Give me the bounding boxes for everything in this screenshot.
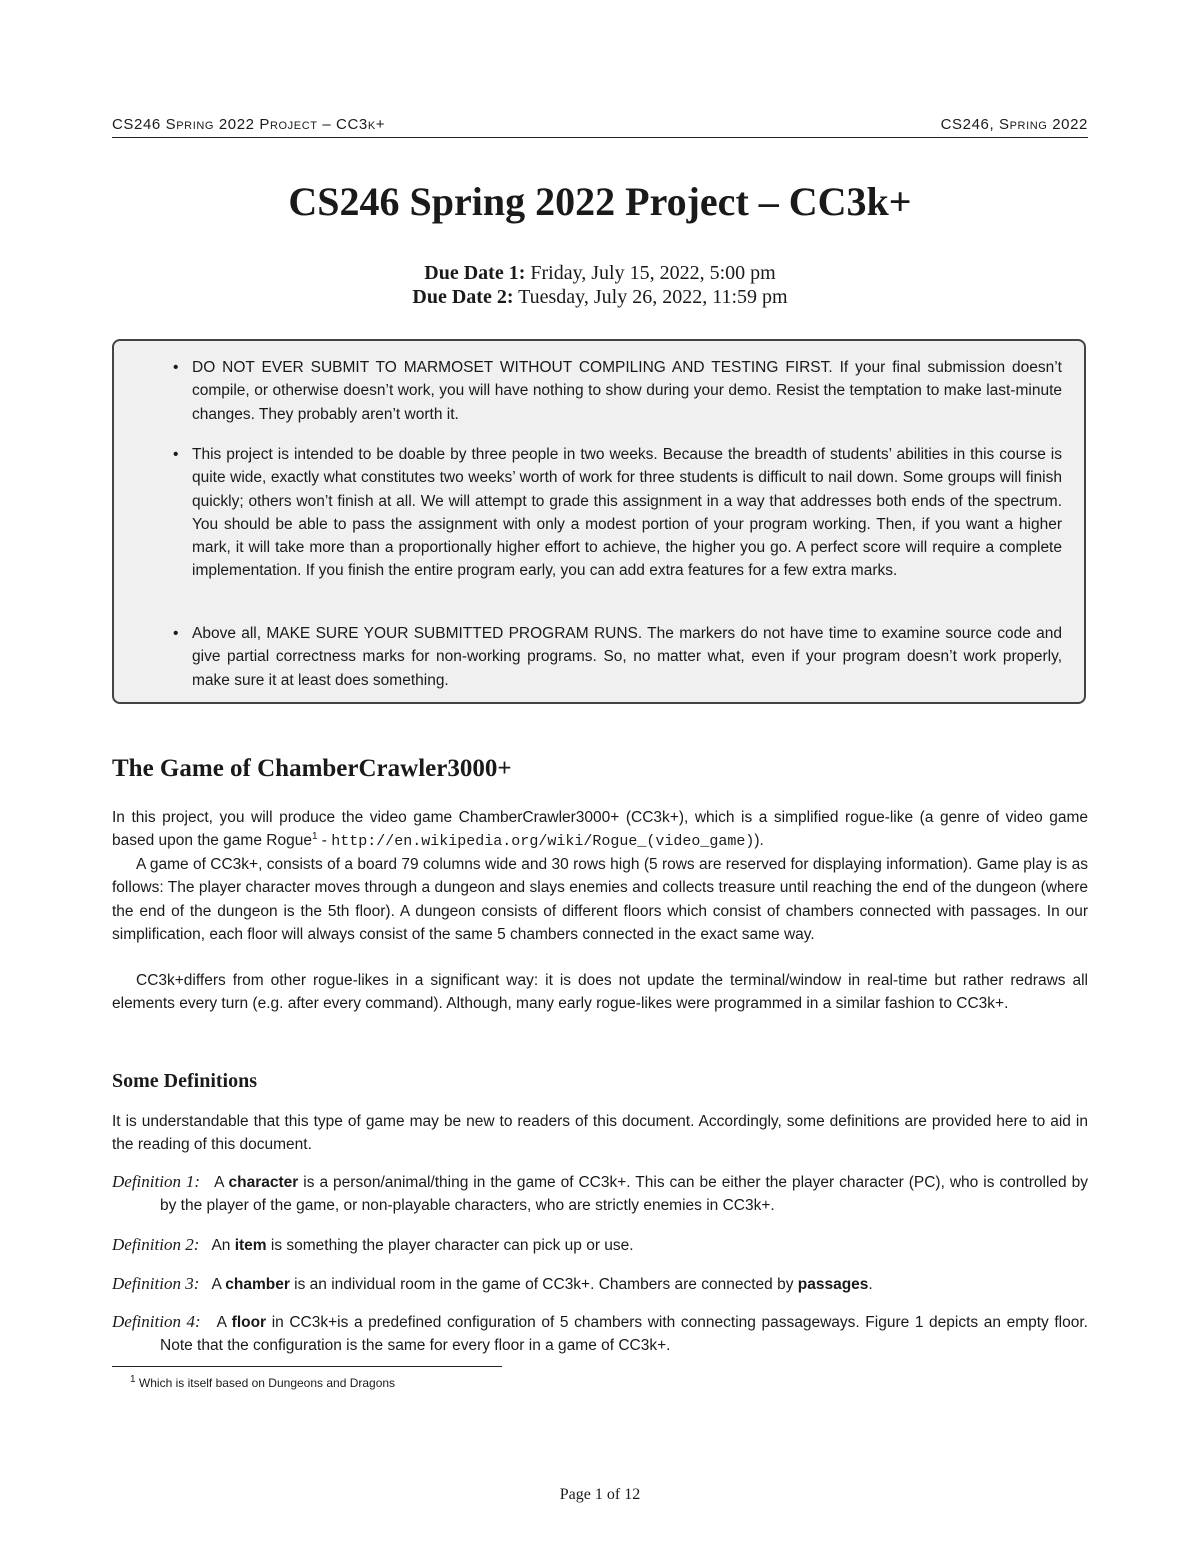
- definition-text: A: [211, 1276, 226, 1293]
- notice-item: [173, 443, 1062, 583]
- notice-box: [112, 339, 1086, 704]
- definition-text: A: [214, 1174, 229, 1191]
- definition-text: is an individual room in the game of CC3k+. Chambers are connected by: [289, 1276, 798, 1293]
- footnote: [130, 1376, 395, 1390]
- definition-text: is a person/animal/thing in the game of CC3k+. This can be either the player character (PC), who is controlled by by the player of the game, or non-playable characters, who are strictly enemies in CC3k+.: [160, 1174, 1088, 1215]
- running-header-left: CS246 Spring 2022 Project – CC3k+: [112, 116, 386, 133]
- footnote-text: Which is itself based on Dungeons and Dragons: [138, 1376, 396, 1390]
- header-rule: [112, 137, 1088, 138]
- definition-text: An: [211, 1237, 235, 1254]
- document-title: CS246 Spring 2022 Project – CC3k+: [288, 179, 912, 224]
- notice-item: [173, 622, 1062, 692]
- intro-dash: -: [317, 832, 332, 850]
- due-date-2-value: Tuesday, July 26, 2022, 11:59 pm: [518, 286, 788, 308]
- due-date-2-label: Due Date 2:: [412, 286, 514, 308]
- board-paragraph: A game of CC3k+, consists of a board 79 columns wide and 30 rows high (5 rows are reserved for displaying information). Game play is as follows: The player character moves through a dungeon and slays enemies and collects treasure until reaching the end of the dungeon (where the end of the dungeon is the 5th floor). A dungeon consists of different floors which consist of chambers connected with passages. In our simplification, each floor will always consist of the same 5 chambers connected in the exact same way.: [112, 856, 1088, 943]
- due-date-2: [0, 286, 1200, 309]
- footnote-rule: [112, 1366, 502, 1367]
- definition-label: Definition 3:: [112, 1274, 200, 1293]
- definition-term: chamber: [225, 1276, 290, 1293]
- section-heading: The Game of ChamberCrawler3000+: [112, 755, 512, 782]
- definition-4: [112, 1310, 1088, 1358]
- page-number: Page 1 of 12: [559, 1486, 641, 1503]
- definition-label: Definition 2:: [112, 1235, 200, 1254]
- bullet-icon: •: [173, 359, 179, 376]
- definition-2: [112, 1233, 1088, 1257]
- definition-text: .: [868, 1276, 873, 1293]
- notice-item: [173, 356, 1062, 426]
- definition-term: character: [228, 1174, 299, 1191]
- definition-term: floor: [231, 1314, 267, 1331]
- subsection-heading: Some Definitions: [112, 1070, 257, 1092]
- intro-text: In this project, you will produce the video game ChamberCrawler3000+ (CC3k+), which is a simplified rogue-like (a genre of video game based upon the game Rogue: [112, 809, 1088, 850]
- definitions-intro: It is understandable that this type of game may be new to readers of this document. Accordingly, some definitions are provided here to aid in the reading of this document.: [112, 1113, 1088, 1154]
- bullet-icon: •: [173, 446, 179, 463]
- due-date-1-label: Due Date 1:: [424, 262, 526, 284]
- section-intro-paragraph: [112, 806, 1088, 854]
- notice-item-text: Above all, MAKE SURE YOUR SUBMITTED PROGRAM RUNS. The markers do not have time to examine source code and give partial correctness marks for non-working programs. So, no matter what, even if your program doesn’t work properly, make sure it at least does something.: [192, 625, 1062, 689]
- definition-text: A: [216, 1314, 232, 1331]
- definition-1: [112, 1170, 1088, 1218]
- definition-term: passages: [797, 1276, 869, 1293]
- notice-item-text: DO NOT EVER SUBMIT TO MARMOSET WITHOUT COMPILING AND TESTING FIRST. If your final submission doesn’t compile, or otherwise doesn’t work, you will have nothing to show during your demo. Resist the temptation to make last-minute changes. They probably aren’t worth it.: [192, 359, 1062, 423]
- definition-text: in CC3k+is a predefined configuration of 5 chambers with connecting passageways. Figure 1 depicts an empty floor. Note that the configuration is the same for every floor in a game of CC3k+.: [160, 1314, 1088, 1355]
- running-header: [112, 116, 1088, 133]
- rendering-paragraph: CC3k+differs from other rogue-likes in a significant way: it is does not update the terminal/window in real-time but rather redraws all elements every turn (e.g. after every command). Although, many early rogue-likes were programmed in a similar fashion to CC3k+.: [112, 972, 1088, 1013]
- definition-text: is something the player character can pick up or use.: [266, 1237, 634, 1254]
- bullet-icon: •: [173, 625, 179, 642]
- definition-3: [112, 1272, 1088, 1296]
- due-date-1-value: Friday, July 15, 2022, 5:00 pm: [530, 262, 776, 284]
- notice-item-text: This project is intended to be doable by three people in two weeks. Because the breadth of students’ abilities in this course is quite wide, exactly what constitutes two weeks’ worth of work for three students is difficult to nail down. Some groups will finish quickly; others won’t finish at all. We will attempt to grade this assignment in a way that addresses both ends of the spectrum. You should be able to pass the assignment with only a modest portion of your program working. Then, if you want a higher mark, it will take more than a proportionally higher effort to achieve, the higher you go. A perfect score will require a complete implementation. If you finish the entire program early, you can add extra features for a few extra marks.: [192, 446, 1062, 580]
- definition-term: item: [234, 1237, 267, 1254]
- rogue-url-link[interactable]: http://en.wikipedia.org/wiki/Rogue_(video_game): [331, 833, 755, 851]
- footnote-mark: 1: [130, 1374, 136, 1385]
- definition-label: Definition 4:: [112, 1312, 201, 1331]
- definition-label: Definition 1:: [112, 1172, 201, 1191]
- intro-close: ).: [754, 832, 764, 850]
- footnote-ref[interactable]: 1: [311, 831, 318, 843]
- due-date-1: [0, 262, 1200, 285]
- running-header-right: CS246, Spring 2022: [940, 116, 1088, 133]
